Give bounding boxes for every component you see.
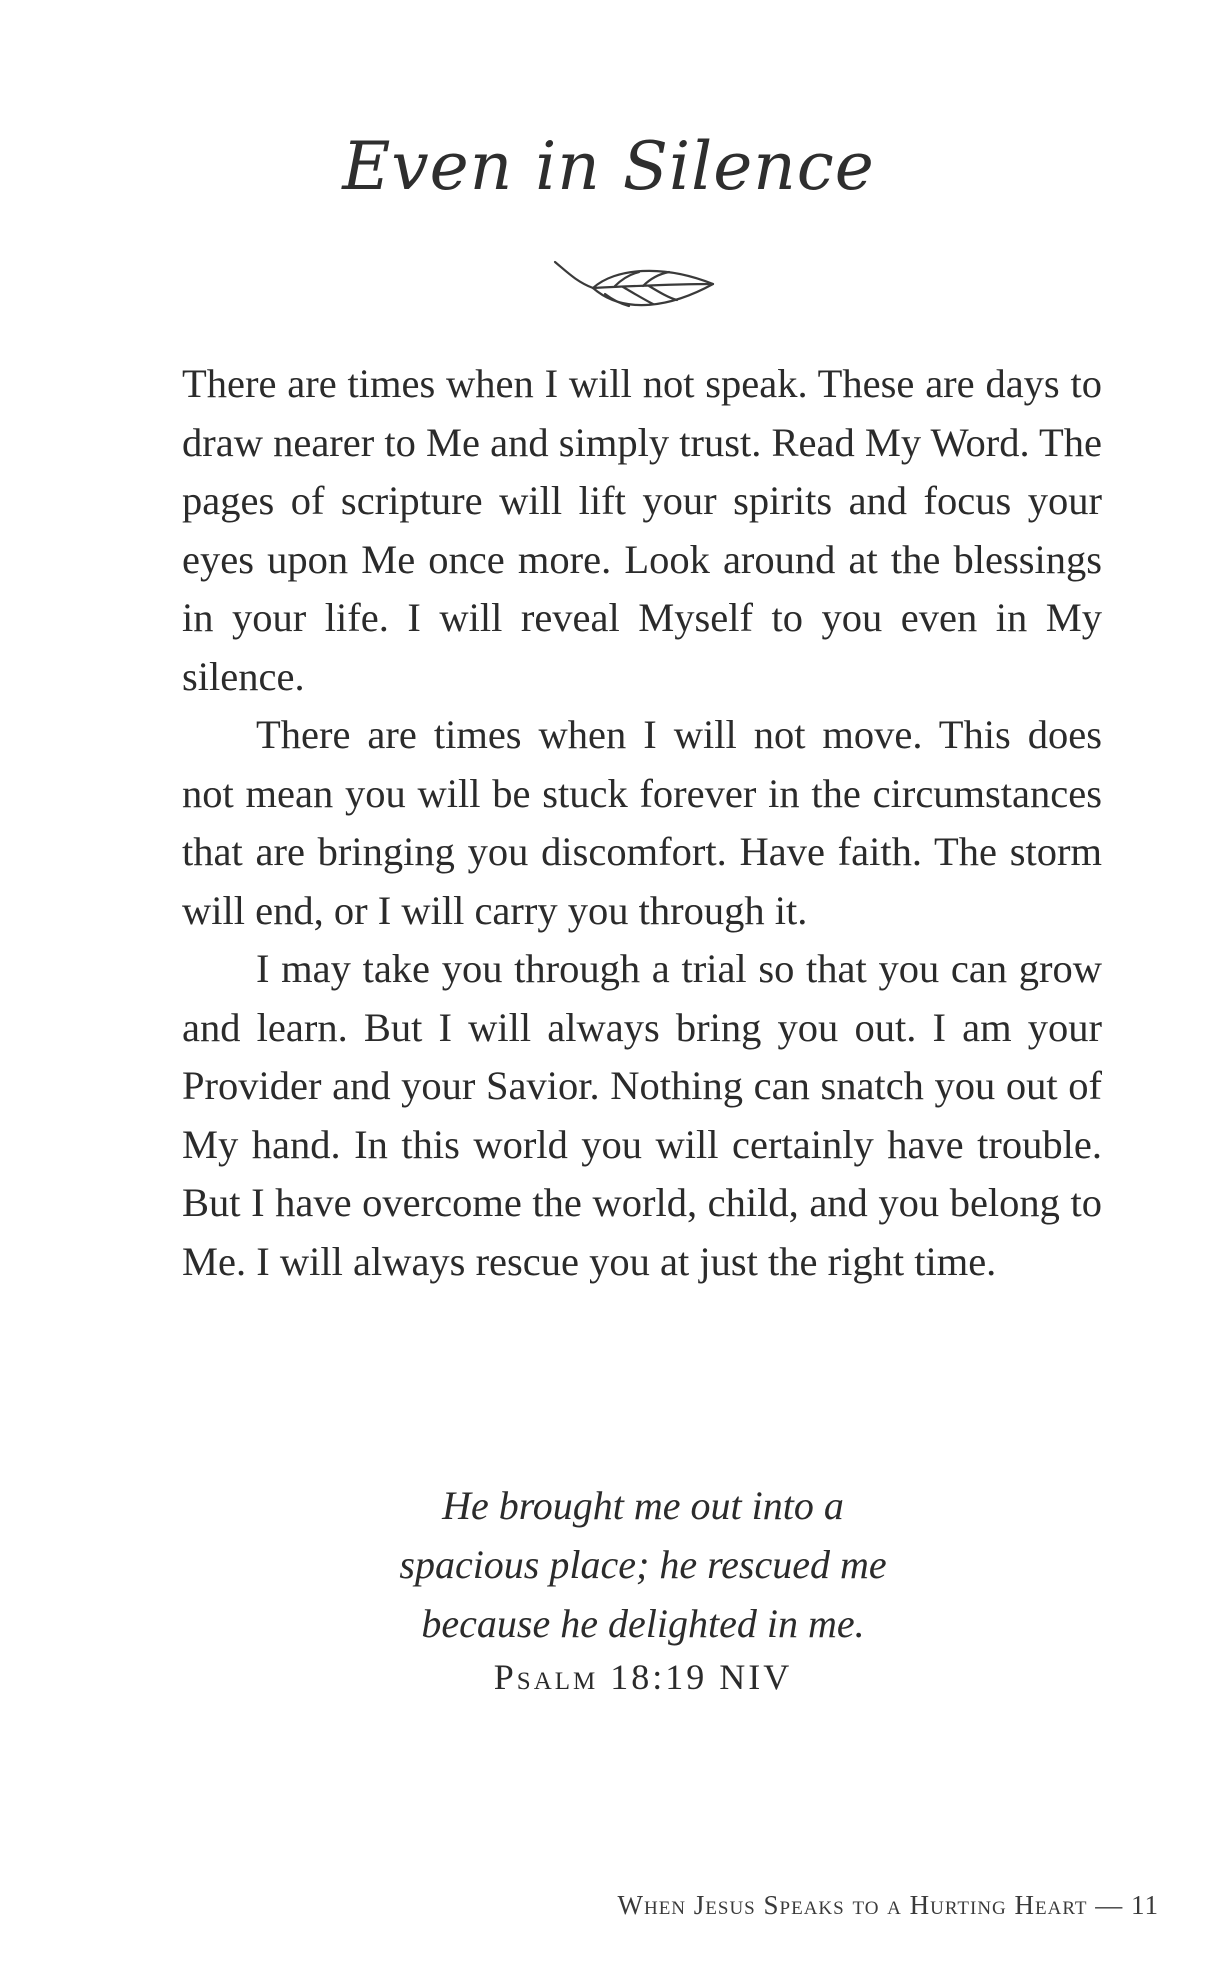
page-footer — [618, 1890, 1160, 1921]
paragraph-1: There are times when I will not speak. These are days to draw nearer to Me and simply trust. Read My Word. The pages of scripture will lift your spirits and focus your eyes upon Me once more. Look around at the blessings in your life. I will reveal Myself to you even in My silence. — [182, 361, 1102, 699]
paragraph-3: I may take you through a trial so that you can grow and learn. But I will always bring you out. I am your Provider and your Savior. Nothing can snatch you out of My hand. In this world you will certainly have trouble. But I have overcome the world, child, and you belong to Me. I will always rescue you at just the right time. — [182, 946, 1102, 1284]
page-number: 11 — [1131, 1890, 1159, 1920]
scripture-citation: Psalm 18:19 NIV — [493, 1657, 793, 1697]
paragraph-2: There are times when I will not move. This does not mean you will be stuck forever in the circumstances that are bringing you discomfort. Have faith. The storm will end, or I will carry you through it. — [182, 712, 1102, 933]
running-title: When Jesus Speaks to a Hurting Heart — [617, 1890, 1088, 1920]
quote-line: spacious place; he rescued me — [399, 1542, 887, 1587]
page-title: Even in Silence — [342, 128, 875, 205]
scripture-quote — [308, 1476, 978, 1653]
leaf-icon — [553, 258, 723, 324]
quote-line: He brought me out into a — [442, 1483, 844, 1528]
footer-separator: — — [1095, 1890, 1124, 1920]
body-text — [182, 355, 1102, 1291]
quote-line: because he delighted in me. — [421, 1601, 865, 1646]
